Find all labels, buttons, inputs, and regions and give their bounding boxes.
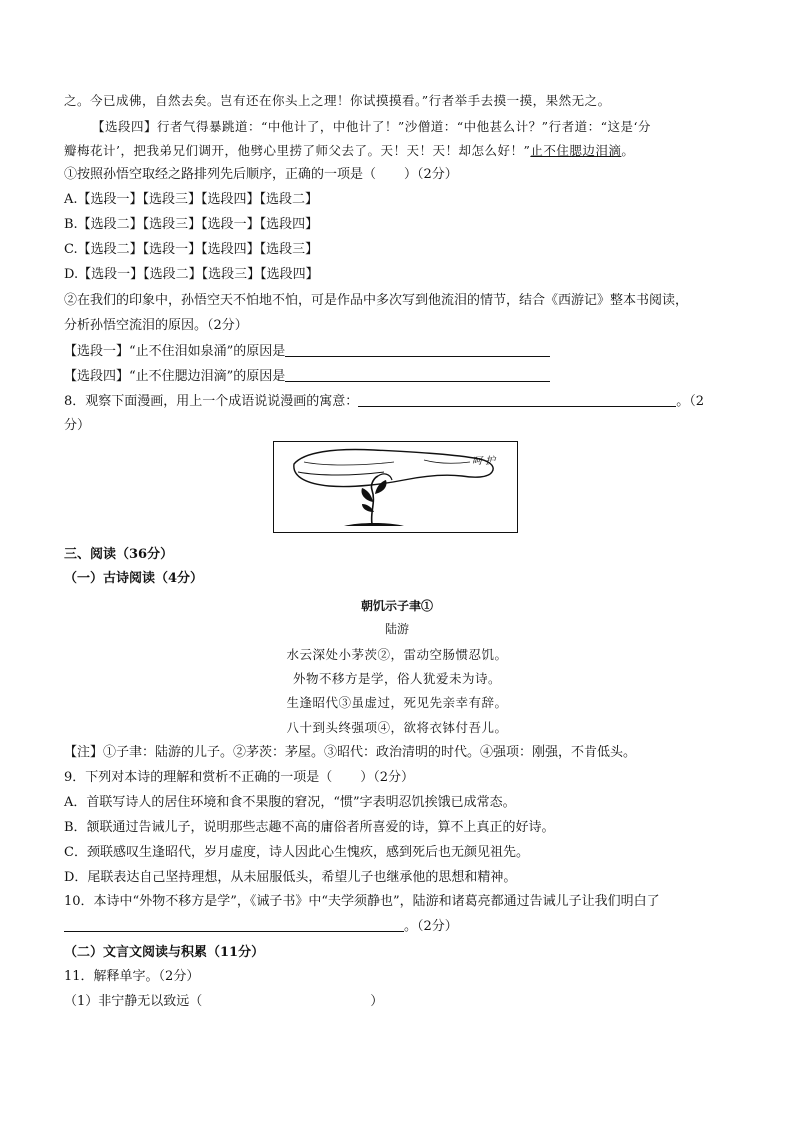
poem-title: 朝饥示子聿① — [360, 599, 433, 613]
part-2-heading: （二）文言文阅读与积累（11分） — [64, 945, 265, 960]
question-9-option-c: C．颈联感叹生逢昭代，岁月虚度，诗人因此心生愧疚，感到死后也无颜见祖先。 — [64, 845, 529, 860]
cartoon-caption: 呵 护 — [472, 456, 496, 467]
question-8-text: 8．观察下面漫画，用上一个成语说说漫画的寓意： — [64, 394, 359, 409]
question-9-option-d: D．尾联表达自己坚持理想，从未屈服低头，希望儿子也继承他的思想和精神。 — [64, 870, 517, 885]
question-7-1-option-c: C.【选段二】【选段一】【选段四】【选段三】 — [64, 242, 319, 257]
answer-blank-question-8[interactable] — [358, 393, 676, 407]
question-7-2-blank-1-row — [64, 343, 550, 361]
question-11-item-1-close: ） — [370, 994, 384, 1009]
question-7-2-blank-2-row — [64, 368, 550, 386]
question-9-option-a: A．首联写诗人的居住环境和食不果腹的窘况，“惯”字表明忍饥挨饿已成常态。 — [64, 795, 516, 810]
poem-author: 陆游 — [384, 622, 409, 636]
question-8-score-continued: 分） — [64, 418, 91, 433]
question-9-stem — [64, 769, 414, 787]
excerpt-four-line-2 — [64, 142, 634, 160]
question-10-score: 。（2分） — [404, 919, 458, 934]
poem-line-3: 生逢昭代③虽虚过，死见先亲幸有辞。 — [286, 695, 508, 710]
question-9-option-b: B．颔联通过告诫儿子，说明那些志趣不高的庸俗者所喜爱的诗，算不上真正的好诗。 — [64, 820, 555, 835]
excerpt-four-underlined-phrase: 止不住腮边泪滴 — [530, 143, 622, 158]
answer-blank-excerpt-4[interactable] — [285, 368, 550, 382]
question-9-text: 9．下列对本诗的理解和赏析不正确的一项是（ — [64, 770, 333, 785]
question-10-line-1: 10．本诗中“外物不移方是学”，《诫子书》中“夫学须静也”，陆游和诸葛亮都通过告诫儿子让我们明白了 — [64, 894, 660, 909]
question-7-2-stem-line-1: ②在我们的印象中，孙悟空天不怕地不怕，可是作品中多次写到他流泪的情节，结合《西游记》整本书阅读， — [64, 293, 689, 308]
excerpt-four-period: 。 — [621, 143, 635, 158]
poem-line-4: 八十到头终强项④，欲将衣钵付吾儿。 — [286, 720, 508, 735]
question-7-1-option-a: A.【选段一】【选段三】【选段四】【选段二】 — [64, 192, 319, 207]
question-11-item-1 — [64, 993, 383, 1011]
question-7-2-blank-1-label: 【选段一】“止不住泪如泉涌”的原因是 — [64, 344, 286, 359]
poem-line-1: 水云深处小茅茨②，雷动空肠惯忍饥。 — [286, 647, 508, 662]
passage-end-line: 之。今已成佛，自然去矣。岂有还在你头上之理！你试摸摸看。”行者举手去摸一摸，果然无之。 — [64, 93, 611, 108]
question-7-1-option-d: D.【选段一】【选段二】【选段三】【选段四】 — [64, 267, 319, 282]
excerpt-four-text: 瓣梅花计’，把我弟兄们调开，他劈心里捞了师父去了。天！天！天！却怎么好！” — [64, 143, 531, 158]
part-1-heading: （一）古诗阅读（4分） — [64, 571, 204, 586]
section-3-heading: 三、阅读（36分） — [64, 547, 174, 562]
question-9-score: ）（2分） — [360, 770, 415, 785]
question-7-2-blank-2-label: 【选段四】“止不住腮边泪滴”的原因是 — [64, 369, 286, 384]
poem-notes: 【注】①子聿：陆游的儿子。②茅茨：茅屋。③昭代：政治清明的时代。④强项：刚强，不肯低头。 — [64, 745, 637, 760]
question-7-1-option-b: B.【选段二】【选段三】【选段一】【选段四】 — [64, 217, 319, 232]
excerpt-four-line-1: 【选段四】行者气得暴跳道：“中他计了，中他计了！”沙僧道：“中他甚么计？”行者道：“这是‘分 — [92, 119, 651, 134]
question-11-stem: 11．解释单字。（2分） — [64, 969, 200, 984]
cartoon-image — [273, 441, 518, 533]
question-8-score: 。（2 — [676, 394, 705, 409]
question-7-1-stem — [64, 166, 458, 184]
question-8-row — [64, 393, 704, 411]
question-7-2-stem-line-2: 分析孙悟空流泪的原因。（2分） — [64, 318, 248, 333]
question-7-1-score: ）（2分） — [404, 167, 458, 182]
answer-blank-excerpt-1[interactable] — [285, 343, 550, 357]
answer-blank-question-10[interactable] — [64, 918, 404, 932]
question-10-line-2 — [64, 918, 458, 936]
poem-line-2: 外物不移方是学，俗人犹爱未为诗。 — [292, 671, 501, 686]
question-7-1-text: ①按照孙悟空取经之路排列先后顺序，正确的一项是（ — [64, 167, 377, 182]
question-11-item-1-text: （1）非宁静无以致远（ — [64, 994, 203, 1009]
